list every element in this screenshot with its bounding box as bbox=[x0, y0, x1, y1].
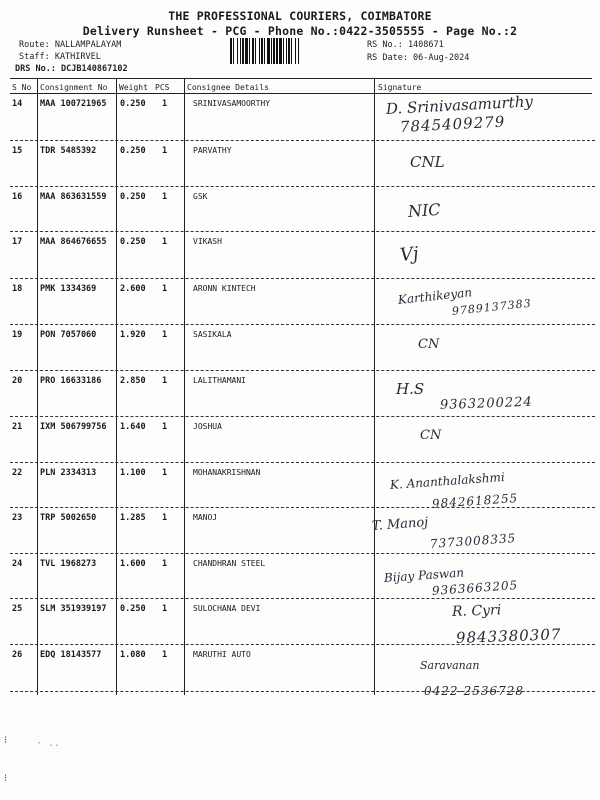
col-header-weight: Weight bbox=[119, 83, 148, 92]
col-header-consignee: Consignee Details bbox=[187, 83, 269, 92]
handwritten-signature: D. Srinivasamurthy bbox=[385, 92, 534, 118]
cell-pcs: 1 bbox=[162, 237, 168, 247]
cell-consignee: MANOJ bbox=[193, 513, 218, 522]
cell-sno: 18 bbox=[12, 284, 23, 294]
cell-sno: 15 bbox=[12, 146, 23, 156]
barcode-bar bbox=[230, 38, 232, 64]
cell-consignee: VIKASH bbox=[193, 237, 222, 246]
handwritten-phone: 9789137383 bbox=[451, 296, 533, 318]
cell-consignee: ARONN KINTECH bbox=[193, 284, 256, 293]
handwritten-phone: 9842618255 bbox=[431, 490, 519, 511]
handwritten-signature: NIC bbox=[407, 199, 442, 221]
cell-weight: 0.250 bbox=[120, 99, 146, 109]
cell-sno: 23 bbox=[12, 513, 23, 523]
cell-pcs: 1 bbox=[162, 468, 168, 478]
cell-consignment: MAA 864676655 bbox=[40, 237, 107, 247]
cell-weight: 1.920 bbox=[120, 330, 146, 340]
row-separator bbox=[10, 553, 595, 554]
barcode-bar bbox=[245, 38, 248, 64]
cell-pcs: 1 bbox=[162, 192, 168, 202]
cell-weight: 2.850 bbox=[120, 376, 146, 386]
cell-pcs: 1 bbox=[162, 650, 168, 660]
row-separator bbox=[10, 462, 595, 463]
drs-number: DRS No.: DCJB140867102 bbox=[15, 64, 128, 74]
cell-consignee: CHANDHRAN STEEL bbox=[193, 559, 266, 568]
column-divider bbox=[374, 78, 375, 695]
rs-number: RS No.: 1408671 bbox=[367, 40, 444, 50]
cell-consignee: SASIKALA bbox=[193, 330, 232, 339]
cell-pcs: 1 bbox=[162, 376, 168, 386]
cell-pcs: 1 bbox=[162, 146, 168, 156]
col-header-pcs: PCS bbox=[155, 83, 170, 92]
cell-consignee: SRINIVASAMOORTHY bbox=[193, 99, 271, 108]
handwritten-signature: T. Manoj bbox=[371, 515, 429, 534]
cell-weight: 0.250 bbox=[120, 237, 146, 247]
barcode-bar bbox=[233, 38, 234, 64]
cell-sno: 19 bbox=[12, 330, 23, 340]
col-header-consignment: Consignment No bbox=[40, 83, 108, 92]
handwritten-signature: CNL bbox=[410, 153, 445, 171]
company-title: THE PROFESSIONAL COURIERS, COIMBATORE bbox=[168, 9, 432, 23]
cell-consignee: GSK bbox=[193, 192, 208, 201]
cell-consignment: PMK 1334369 bbox=[40, 284, 97, 294]
cell-sno: 24 bbox=[12, 559, 23, 569]
barcode-bar bbox=[291, 38, 292, 64]
barcode-bar bbox=[273, 38, 275, 64]
cell-consignee: PARVATHY bbox=[193, 146, 232, 155]
handwritten-phone: 9843380307 bbox=[455, 625, 562, 647]
cell-weight: 0.250 bbox=[120, 146, 146, 156]
col-header-sno: S No bbox=[12, 83, 32, 92]
cell-consignment: EDQ 18143577 bbox=[40, 650, 102, 660]
barcode-bar bbox=[264, 38, 265, 64]
handwritten-signature: R. Cyri bbox=[451, 602, 502, 620]
barcode-bar bbox=[259, 38, 260, 64]
barcode-bar bbox=[286, 38, 287, 64]
row-separator bbox=[10, 598, 595, 599]
cell-sno: 14 bbox=[12, 99, 23, 109]
cell-consignment: TVL 1968273 bbox=[40, 559, 97, 569]
barcode-bar bbox=[255, 38, 256, 64]
barcode-bar bbox=[261, 38, 263, 64]
runsheet-subtitle: Delivery Runsheet - PCG - Phone No.:0422-3505555 - Page No.:2 bbox=[82, 24, 518, 38]
cell-consignee: MARUTHI AUTO bbox=[193, 650, 251, 659]
route-label: Route: NALLAMPALAYAM bbox=[19, 40, 122, 50]
handwritten-signature: H.S bbox=[396, 380, 425, 398]
cell-consignee: LALITHAMANI bbox=[193, 376, 246, 385]
barcode-bar bbox=[252, 38, 254, 64]
barcode-bar bbox=[267, 38, 270, 64]
barcode-bar bbox=[276, 38, 278, 64]
handwritten-phone: 9363663205 bbox=[431, 577, 519, 598]
cell-pcs: 1 bbox=[162, 559, 168, 569]
handwritten-signature: Vj bbox=[398, 243, 420, 266]
margin-mark: · .. bbox=[36, 738, 61, 749]
cell-sno: 26 bbox=[12, 650, 23, 660]
cell-consignment: PON 7057060 bbox=[40, 330, 97, 340]
cell-weight: 0.250 bbox=[120, 604, 146, 614]
barcode-bar bbox=[237, 38, 238, 64]
cell-sno: 21 bbox=[12, 422, 23, 432]
handwritten-phone: 7373008335 bbox=[429, 530, 517, 551]
header-top-rule bbox=[10, 78, 592, 79]
barcode-bar bbox=[271, 38, 272, 64]
cell-pcs: 1 bbox=[162, 604, 168, 614]
row-separator bbox=[10, 507, 595, 508]
cell-weight: 0.250 bbox=[120, 192, 146, 202]
handwritten-signature: Saravanan bbox=[420, 659, 480, 672]
barcode-bar bbox=[240, 38, 241, 64]
barcode-bar bbox=[242, 38, 244, 64]
cell-weight: 1.600 bbox=[120, 559, 146, 569]
barcode-bar bbox=[288, 38, 290, 64]
barcode-bar bbox=[249, 38, 250, 64]
cell-weight: 1.640 bbox=[120, 422, 146, 432]
column-divider bbox=[37, 78, 38, 695]
cell-pcs: 1 bbox=[162, 99, 168, 109]
row-separator bbox=[10, 370, 595, 371]
cell-pcs: 1 bbox=[162, 422, 168, 432]
cell-consignment: SLM 351939197 bbox=[40, 604, 107, 614]
row-separator bbox=[10, 416, 595, 417]
col-header-signature: Signature bbox=[378, 83, 422, 92]
cell-pcs: 1 bbox=[162, 284, 168, 294]
margin-mark: ⁝ bbox=[4, 735, 8, 746]
barcode-bar bbox=[298, 38, 299, 64]
handwritten-signature: K. Ananthalakshmi bbox=[389, 469, 506, 492]
cell-consignee: SULOCHANA DEVI bbox=[193, 604, 261, 613]
handwritten-signature: CN bbox=[418, 337, 440, 352]
cell-consignment: IXM 506799756 bbox=[40, 422, 107, 432]
cell-weight: 2.600 bbox=[120, 284, 146, 294]
barcode-bar bbox=[283, 38, 284, 64]
cell-consignment: MAA 863631559 bbox=[40, 192, 107, 202]
cell-sno: 22 bbox=[12, 468, 23, 478]
row-separator bbox=[10, 324, 595, 325]
cell-consignment: TRP 5002650 bbox=[40, 513, 97, 523]
cell-consignment: PRO 16633186 bbox=[40, 376, 102, 386]
column-divider bbox=[116, 78, 117, 695]
barcode-image bbox=[230, 38, 350, 64]
margin-mark: ⁝ bbox=[4, 773, 8, 784]
cell-consignment: TDR 5485392 bbox=[40, 146, 97, 156]
row-separator bbox=[10, 186, 595, 187]
handwritten-signature: Bijay Paswan bbox=[383, 565, 465, 585]
barcode-bar bbox=[295, 38, 296, 64]
cell-sno: 20 bbox=[12, 376, 23, 386]
cell-sno: 17 bbox=[12, 237, 23, 247]
cell-consignment: MAA 100721965 bbox=[40, 99, 107, 109]
cell-consignee: JOSHUA bbox=[193, 422, 222, 431]
handwritten-signature: CN bbox=[420, 428, 442, 443]
cell-weight: 1.100 bbox=[120, 468, 146, 478]
handwritten-signature: Karthikeyan bbox=[397, 285, 473, 307]
handwritten-phone: 9363200224 bbox=[439, 394, 533, 413]
row-separator bbox=[10, 278, 595, 279]
cell-pcs: 1 bbox=[162, 513, 168, 523]
cell-consignment: PLN 2334313 bbox=[40, 468, 97, 478]
rs-date: RS Date: 06-Aug-2024 bbox=[367, 53, 470, 63]
column-divider bbox=[184, 78, 185, 695]
staff-label: Staff: KATHIRVEL bbox=[19, 52, 101, 62]
cell-pcs: 1 bbox=[162, 330, 168, 340]
handwritten-phone: 7845409279 bbox=[399, 112, 506, 136]
cell-sno: 25 bbox=[12, 604, 23, 614]
barcode-bar bbox=[279, 38, 282, 64]
cell-weight: 1.080 bbox=[120, 650, 146, 660]
row-separator bbox=[10, 231, 595, 232]
cell-weight: 1.285 bbox=[120, 513, 146, 523]
cell-sno: 16 bbox=[12, 192, 23, 202]
row-separator bbox=[10, 140, 595, 141]
cell-consignee: MOHANAKRISHNAN bbox=[193, 468, 261, 477]
handwritten-phone: 0422-2536728 bbox=[424, 684, 525, 698]
